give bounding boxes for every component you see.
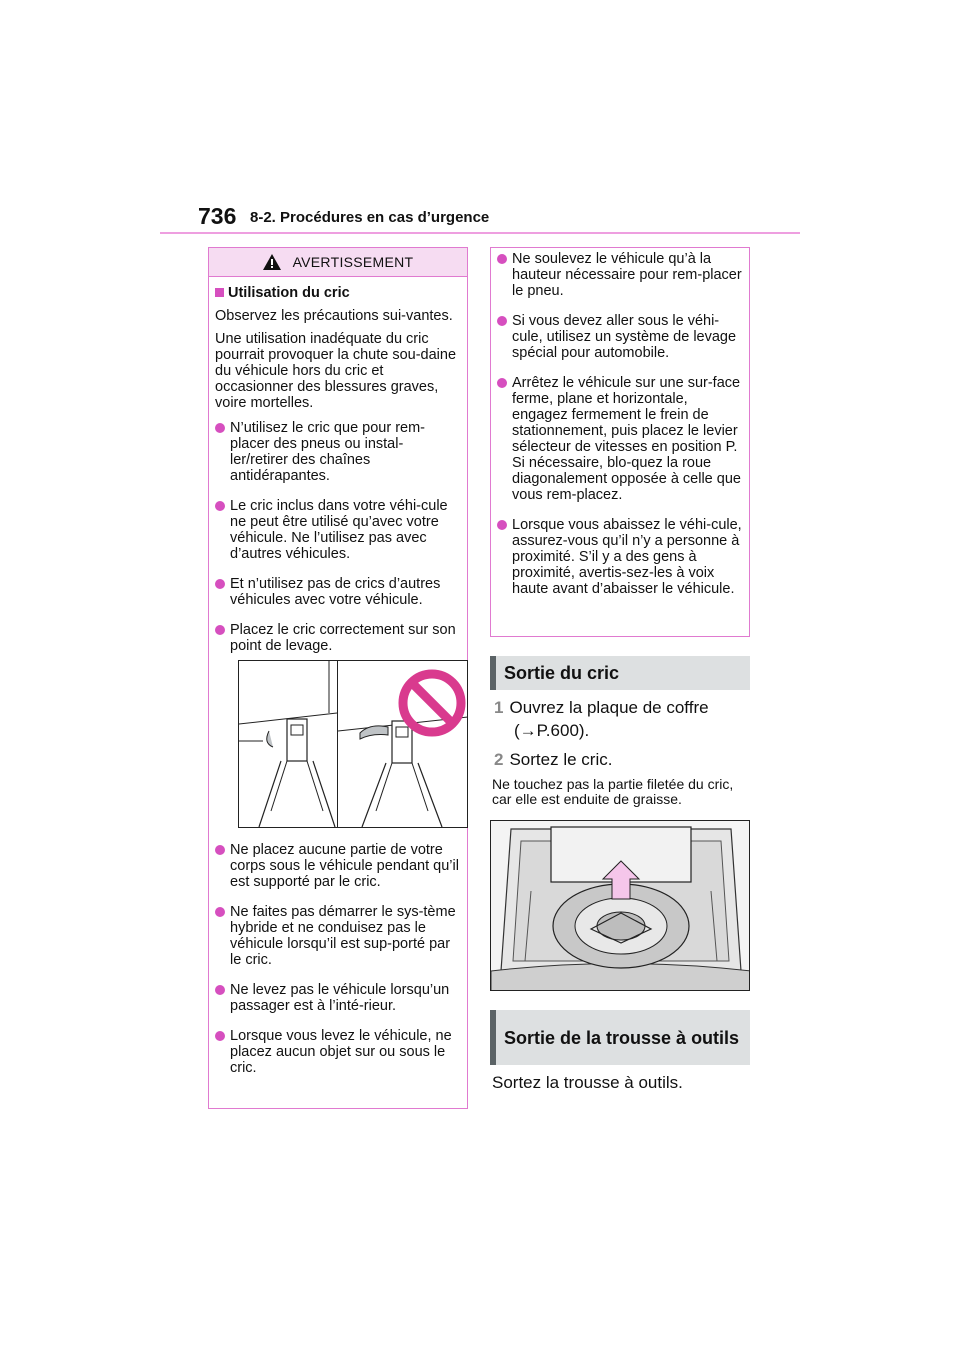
bullet-text: Si vous devez aller sous le véhi-cule, utilisez un système de levage spécial pour automobile. bbox=[512, 313, 737, 361]
step-1-reference[interactable]: (→P.600). bbox=[514, 721, 590, 740]
jack-correct-illustration bbox=[239, 661, 337, 827]
warning-bullet bbox=[215, 498, 460, 562]
bullet-text: Lorsque vous abaissez le véhi-cule, assurez-vous qu’il n’y a personne à proximité. S’il y a des gens à proximité, avertis-sez-les à voix haute avant d’abaisser le véhicule. bbox=[512, 517, 742, 597]
warning-bullet bbox=[497, 517, 743, 597]
bullet-dot-icon bbox=[215, 907, 225, 917]
warning-bullet bbox=[497, 375, 743, 503]
section-title: 8-2. Procédures en cas d’urgence bbox=[250, 209, 490, 226]
bullet-dot-icon bbox=[215, 985, 225, 995]
warning-paragraph: Observez les précautions sui-vantes. bbox=[215, 308, 453, 324]
bullet-text: Le cric inclus dans votre véhi-cule ne peut être utilisé qu’avec votre véhicule. Ne l’utilisez pas avec d’autres véhicules. bbox=[230, 498, 448, 562]
toolkit-instruction: Sortez la trousse à outils. bbox=[492, 1073, 683, 1092]
square-bullet-icon bbox=[215, 288, 224, 297]
warning-bullet bbox=[497, 313, 743, 361]
bullet-text: Ne soulevez le véhicule qu’à la hauteur nécessaire pour rem-placer le pneu. bbox=[512, 251, 742, 299]
bullet-dot-icon bbox=[215, 579, 225, 589]
bullet-dot-icon bbox=[215, 625, 225, 635]
bullet-dot-icon bbox=[497, 378, 507, 388]
bullet-text: Ne faites pas démarrer le sys-tème hybride et ne conduisez pas le véhicule lorsqu’il est sup-porté par le cric. bbox=[230, 904, 456, 968]
grease-note: Ne touchez pas la partie filetée du cric, car elle est enduite de graisse. bbox=[492, 776, 734, 807]
step-text: Ouvrez la plaque de coffre bbox=[509, 698, 709, 717]
warning-bullet bbox=[215, 904, 460, 968]
warning-paragraph: Une utilisation inadéquate du cric pourrait provoquer la chute sou-daine du véhicule hors du cric et occasionner des blessures graves, voire mortelles. bbox=[215, 331, 457, 411]
warning-bullet bbox=[497, 251, 743, 299]
heading-sortie-cric: Sortie du cric bbox=[490, 656, 750, 690]
bullet-dot-icon bbox=[497, 316, 507, 326]
warning-bullet bbox=[215, 842, 460, 890]
bullet-dot-icon bbox=[215, 1031, 225, 1041]
bullet-text: Placez le cric correctement sur son point de levage. bbox=[230, 622, 456, 654]
warning-bullet bbox=[215, 576, 460, 608]
bullet-text: N’utilisez le cric que pour rem-placer des pneus ou instal-ler/retirer des chaînes antidérapantes. bbox=[230, 420, 426, 484]
warning-subheading-text: Utilisation du cric bbox=[228, 285, 350, 301]
warning-triangle-icon bbox=[263, 254, 281, 270]
bullet-text: Lorsque vous levez le véhicule, ne placez aucun objet sur ou sous le cric. bbox=[230, 1028, 452, 1076]
bullet-text: Ne levez pas le véhicule lorsqu’un passager est à l’inté-rieur. bbox=[230, 982, 450, 1014]
jack-incorrect-illustration bbox=[337, 661, 468, 827]
bullet-dot-icon bbox=[497, 520, 507, 530]
page-number: 736 bbox=[198, 203, 237, 229]
warning-bullet bbox=[215, 1028, 460, 1076]
bullet-text: Ne placez aucune partie de votre corps sous le véhicule pendant qu’il est supporté par le cric. bbox=[230, 842, 459, 890]
bullet-dot-icon bbox=[215, 501, 225, 511]
step-1 bbox=[494, 697, 709, 719]
bullet-text: Et n’utilisez pas de crics d’autres véhicules avec votre véhicule. bbox=[230, 576, 441, 608]
step-number: 2 bbox=[494, 750, 504, 769]
step-2 bbox=[494, 749, 612, 771]
heading-sortie-trousse: Sortie de la trousse à outils bbox=[490, 1010, 750, 1065]
warning-box bbox=[208, 247, 468, 1109]
step-text: Sortez le cric. bbox=[509, 750, 613, 769]
header-rule bbox=[160, 232, 800, 234]
bullet-dot-icon bbox=[215, 423, 225, 433]
warning-bullet bbox=[215, 420, 460, 484]
bullet-text: Arrêtez le véhicule sur une sur-face ferme, plane et horizontale, engagez fermement le frein de stationnement, puis placez le levier sélecteur de vitesses en position P. Si nécessaire, blo-quez la roue diagonalement opposée à celle que vous rem-placez. bbox=[512, 375, 741, 503]
warning-bullet bbox=[215, 622, 460, 654]
trunk-jack-illustration bbox=[490, 820, 750, 991]
warning-header bbox=[209, 248, 467, 277]
warning-continued-box bbox=[490, 247, 750, 637]
step-number: 1 bbox=[494, 698, 504, 717]
warning-subheading bbox=[215, 285, 460, 301]
jack-placement-illustration bbox=[238, 660, 468, 828]
bullet-dot-icon bbox=[215, 845, 225, 855]
warning-title: AVERTISSEMENT bbox=[292, 254, 414, 270]
warning-bullet bbox=[215, 982, 460, 1014]
prohibited-icon bbox=[403, 674, 461, 732]
bullet-dot-icon bbox=[497, 254, 507, 264]
